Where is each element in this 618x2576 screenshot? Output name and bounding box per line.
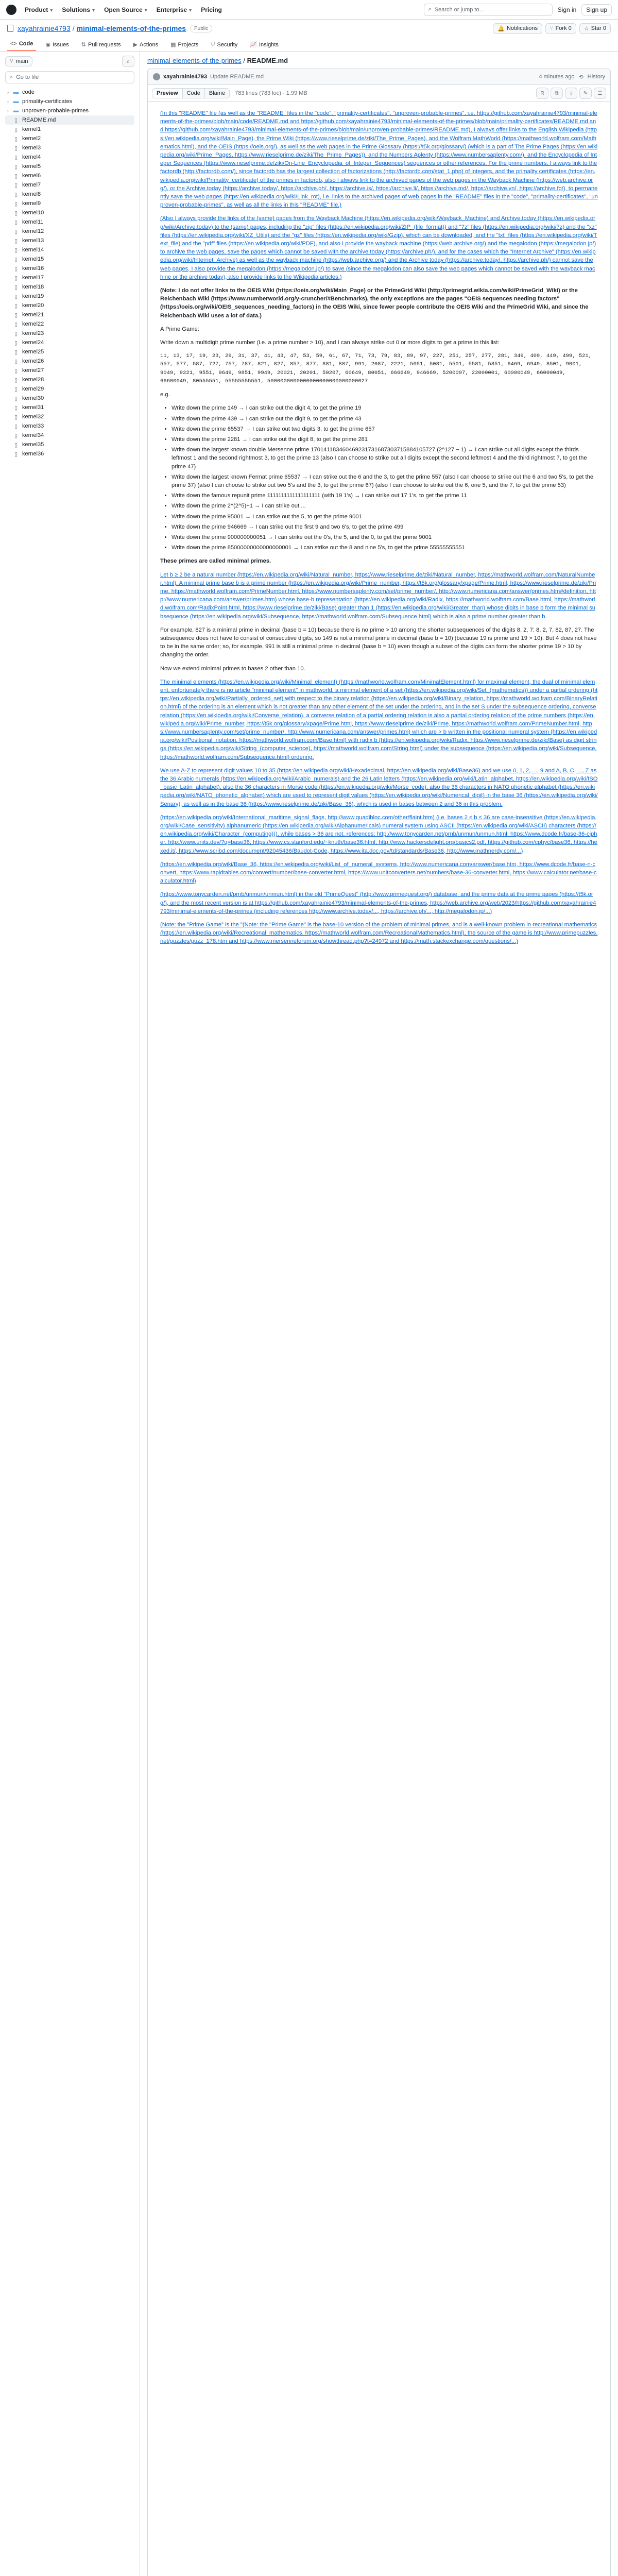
breadcrumb: minimal-elements-of-the-primes / README.md [147, 57, 288, 64]
blame-tab[interactable]: Blame [205, 89, 229, 98]
tree-item-label: README.md [22, 117, 56, 123]
tree-item-label: kernel34 [22, 432, 44, 438]
tree-item-label: kernel22 [22, 321, 44, 327]
readme-bullet-item: • Write down the largest known double Mersenne prime 170141183460469231731687303715884105727 (2^127 − 1) → I can strike out all digits except the thirds leftmost 1 and the second rightmost 3, to get the prime 13 (also I can choose to strike out all digits except the second leftmost 4 and the third rightmost 7, to get the prime 47) [171, 446, 598, 471]
tree-file[interactable] [5, 375, 134, 384]
tree-item-label: kernel15 [22, 256, 44, 262]
avatar[interactable] [153, 73, 160, 80]
file-icon: ▯ [14, 414, 18, 420]
tree-item-label: kernel11 [22, 219, 44, 225]
file-icon: ▯ [14, 432, 18, 439]
file-icon: ▯ [14, 302, 18, 309]
tree-item-label: kernel13 [22, 238, 44, 244]
readme-paragraph [160, 860, 598, 886]
tree-item-label: kernel32 [22, 414, 44, 420]
file-icon: ▯ [14, 395, 18, 402]
readme-bullet-list [160, 404, 598, 552]
sign-in-link[interactable]: Sign in [557, 6, 577, 13]
tree-file[interactable] [5, 190, 134, 199]
tree-file[interactable] [5, 227, 134, 236]
file-icon: ▯ [14, 330, 18, 337]
tree-item-label: kernel23 [22, 330, 44, 336]
tree-file[interactable] [5, 338, 134, 347]
file-icon: ▯ [14, 349, 18, 355]
pull-request-icon: ⇅ [81, 42, 86, 48]
file-icon: ▯ [14, 247, 18, 253]
github-logo-icon[interactable] [6, 5, 16, 15]
tree-folder[interactable] [5, 97, 134, 106]
readme-bullet-item: • Write down the prime 439 → I can strike out the digit 9, to get the prime 43 [171, 415, 598, 423]
file-icon: ▯ [14, 256, 18, 263]
readme-link-text[interactable]: The minimal elements (https://en.wikipedia.org/wiki/Minimal_element) (https://mathworld.wolfram.com/MinimalElement.html) for maximal element, the dual of minimal element, unfortunately there is no article "minimal element" in mathworld, a minimal element of a set (https://en.wikipedia.org/wiki/Set_(mathematics)) under a partial ordering (https://en.wikipedia.org/wiki/Partially_ordered_set) with respect to the binary relation (https://en.wikipedia.org/wiki/Binary_relation, https://mathworld.wolfram.com/BinaryRelation.html) of the ordering is an element which is not greater than any other element of the set under the ordering, and in the set S under the subsequence ordering, converse relation (https://en.wikipedia.org/wiki/Converse_relation), a converse relation of a partial ordering relation is also a partial ordering relation of the prime numbers (https://en.wikipedia.org/wiki/Prime_number, https://t5k.org/glossary/xpage/Prime.html, https://www.rieselprime.de/ziki/Prime, https://mathworld.wolfram.com/PrimeNumber.html, https://www.numbersaplenty.com/set/prime_number/, http://www.numericana.com/answer/primes.htm) which are > b written in the positional numeral system (https://en.wikipedia.org/wiki/Positional_notation, https://mathworld.wolfram.com/Base.html) with radix b (https://en.wikipedia.org/wiki/Radix, https://www.rieselprime.de/ziki/Base) as digit strings (https://en.wikipedia.org/wiki/String_(computer_science), https://mathworld.wolfram.com/String.html) under the subsequence (https://en.wikipedia.org/wiki/Subsequence, https://mathworld.wolfram.com/Subsequence.html) ordering. [160, 679, 598, 760]
readme-paragraph [160, 921, 598, 946]
file-icon: ▯ [14, 386, 18, 393]
tree-file[interactable] [5, 412, 134, 421]
commit-time: 4 minutes ago [539, 74, 575, 80]
readme-bullet-item: • Write down the prime 900000000051 → I can strike out the 0's, the 5, and the 0, to get the prime 9001 [171, 533, 598, 541]
file-icon: ▯ [14, 117, 18, 124]
tree-item-label: kernel31 [22, 404, 44, 411]
go-to-file-input[interactable]: ⌕ Go to file [5, 71, 134, 83]
table-icon: ▦ [170, 42, 176, 48]
tree-file[interactable] [5, 449, 134, 459]
tree-item-label: kernel19 [22, 293, 44, 299]
tree-item-label: kernel21 [22, 312, 44, 318]
minimal-primes-list: 11, 13, 17, 19, 23, 29, 31, 37, 41, 43, 47, 53, 59, 61, 67, 71, 73, 79, 83, 89, 97, 227, 251, 257, 277, 281, 349, 409, 449, 499, 521, 557, 577, 587, 727, 757, 787, 821, 827, 857, 877, 881, 887, 991, 2087, 2221, 5051, 5081, 5501, 5581, 5851, 6469, 6949, 8501, 9001, 9049, 9221, 9551, 9649, 9851, 9949, 20021, 20201, 50207, 60649, 80051, 666649, 946669, 5200007, 22000001, 60000049, 66000049, 66600049, 80555551, 55555555551, 5000000000000000000000000000027 [160, 353, 592, 384]
tree-file[interactable] [5, 282, 134, 292]
readme-bullet-item: • Write down the prime 149 → I can strike out the digit 4, to get the prime 19 [171, 404, 598, 412]
repo-tabs [0, 37, 618, 52]
tree-file[interactable] [5, 152, 134, 162]
notifications-button[interactable]: 🔔 Notifications [493, 23, 542, 34]
file-icon: ▯ [14, 200, 18, 207]
tree-item-label: kernel27 [22, 367, 44, 374]
tab-code[interactable]: <> Code [7, 41, 36, 51]
sign-up-button[interactable]: Sign up [581, 4, 612, 15]
file-icon: ▯ [14, 265, 18, 272]
readme-paragraph [160, 109, 598, 209]
tree-file[interactable] [5, 180, 134, 190]
tree-file[interactable] [5, 366, 134, 375]
list-icon: ☰ [597, 90, 603, 96]
tab-projects[interactable]: ▦ Projects [170, 41, 199, 48]
file-icon: ▯ [14, 442, 18, 448]
tree-item-label: kernel2 [22, 135, 41, 142]
tree-file[interactable] [5, 208, 134, 217]
tree-file[interactable] [5, 245, 134, 255]
raw-icon: R [540, 90, 544, 96]
view-mode-toggle [152, 88, 230, 98]
tree-item-label: kernel10 [22, 210, 44, 216]
tree-file[interactable] [5, 384, 134, 394]
bell-icon: 🔔 [497, 25, 505, 32]
file-icon: ▯ [14, 321, 18, 328]
file-tree [5, 88, 134, 459]
tree-file[interactable] [5, 255, 134, 264]
file-icon: ▯ [14, 210, 18, 216]
readme-bullet-item: • Write down the prime 2^(2^5)+1 → I can strike out ... [171, 502, 598, 510]
repo-name-link[interactable]: minimal-elements-of-the-primes [76, 24, 186, 32]
graph-icon: 📈 [250, 42, 257, 48]
tree-file[interactable] [5, 319, 134, 329]
tree-file[interactable] [5, 264, 134, 273]
search-icon: ⌕ [126, 57, 130, 65]
file-icon: ▯ [14, 145, 18, 151]
star-icon: ☆ [583, 25, 589, 32]
file-icon: ▯ [14, 126, 18, 133]
repo-header: xayahrainie4793 / minimal-elements-of-the-primes Public 🔔 Notifications ⑂ Fork 0 ☆ Star 0 [0, 20, 618, 37]
branch-selector[interactable]: ⑂ main [5, 56, 32, 66]
readme-link-text[interactable]: (Note: the "Prime Game" is the "(Note: the "Prime Game" is the base-10 version of the problem of minimal primes, and is a well-known problem in recreational mathematics (https://en.wikipedia.org/wiki/Recreational_mathematics, https://mathworld.wolfram.com/RecreationalMathematics.html), the source of the game is http://www.primepuzzles.net/puzzles/puzz_178.htm and https://www.mersenneforum.org/showthread.php?t=24972 and https://math.stackexchange.com/questions/...) [160, 922, 598, 945]
tree-item-label: kernel3 [22, 145, 41, 151]
readme-paragraph [160, 814, 598, 855]
tree-item-label: kernel1 [22, 126, 41, 132]
tab-security[interactable]: ⛉ Security [211, 41, 238, 48]
global-search-input[interactable]: ⌕ Search or jump to... [424, 4, 553, 16]
folder-icon: ▬ [13, 89, 19, 95]
copy-icon: ⧉ [555, 90, 559, 96]
file-icon: ▯ [14, 163, 18, 170]
tree-file[interactable] [5, 115, 134, 125]
file-icon: ▯ [14, 367, 18, 374]
search-icon: ⌕ [10, 74, 13, 80]
tab-actions[interactable]: ▶ Actions [133, 41, 159, 48]
file-icon: ▯ [14, 275, 18, 281]
file-icon: ▯ [14, 451, 18, 457]
download-button[interactable] [565, 88, 577, 99]
top-navigation-bar [0, 0, 618, 20]
chevron-right-icon[interactable]: › [7, 99, 9, 104]
readme-link-text[interactable]: (In this "README" file (as well as the "README" files in the "code", "primality-certificates", "unproven-probable-primes", i.e. https://github.com/xayahrainie4793/minimal-elements-of-the-primes/blob/main/code/README.md and https://github.com/xayahrainie4793/minimal-elements-of-the-primes/blob/main/primality-certificates/README.md and https://github.com/xayahrainie4793/minimal-elements-of-the-primes/blob/main/unproven-probable-primes/README.md), I always offer links to the English Wikipedia (https://en.wikipedia.org/wiki/Main_Page), the Prime Wiki (https://www.rieselprime.de/ziki/The_Prime_Pages), and the Wolfram MathWorld (https://mathworld.wolfram.com/Mathematics.html), and the OEIS (https://oeis.org/), as well as the web pages in the Prime Glossary (https://t5k.org/glossary/) (which is a part of The Prime Pages (https://en.wikipedia.org/wiki/Prime_Pages, https://www.rieselprime.de/ziki/The_Prime_Pages)), and the Numbers Aplenty (https://www.numbersaplenty.com/), and the Encyclopedia of Integer Sequences (https://www.rieselprime.de/ziki/On-Line_Encyclopedia_of_Integer_Sequences) sequences or other references. For the prime numbers, I always link to the factordb (http://factordb.com/), since factordb has the largest collection of factorizations (http://factordb.com/stat_1.php) of integers, and the primality certificates (https://en.wikipedia.org/wiki/Primality_certificate) of the primes in factordb, also I always link to the archived pages of the web pages in the Wayback Machine (https://web.archive.org/), or the Archive.today (https://archive.today/, https://archive.ph/, https://archive.is/, https://archive.li/, https://archive.md/, https://archive.vn/, https://archive.fo/), to permanently save the web pages (https://en.wikipedia.org/wiki/Link_rot), i.e. links to the archived pages of web pages in the "README" files in the "code", "primality-certificates", "unproven-probable-primes", as well as all the links in this "README" file.) [160, 110, 598, 209]
tree-file[interactable] [5, 301, 134, 310]
file-icon: ▯ [14, 377, 18, 383]
tree-item-label: kernel29 [22, 386, 44, 392]
file-icon: ▯ [14, 340, 18, 346]
file-toolbar [147, 85, 611, 102]
readme-paragraph [160, 890, 598, 916]
history-link[interactable]: History [587, 74, 605, 80]
chevron-down-icon: ▾ [50, 7, 53, 13]
shield-icon: ⛉ [211, 41, 215, 47]
nav-open-source[interactable]: Open Source ▾ [104, 6, 147, 13]
readme-paragraph: Write down a multidigit prime number (i.e. a prime number > 10), and I can always strike out 0 or more digits to get a prime in this list: [160, 340, 500, 346]
fork-button[interactable]: ⑂ Fork 0 [545, 23, 576, 34]
readme-link-text[interactable]: (https://en.wikipedia.org/wiki/Base_36, https://en.wikipedia.org/wiki/List_of_numeral_systems, http://www.numericana.com/answer/base.htm, https://www.dcode.fr/base-n-convert, https://www.rapidtables.com/convert/number/base-converter.html, https://www.unitconverters.net/numbers/base-36-converter.html, https://www.calculator.net/base-calculator.html) [160, 861, 597, 885]
file-icon: ▯ [14, 238, 18, 244]
nav-product[interactable]: Product ▾ [25, 6, 53, 13]
download-icon: ⤓ [570, 90, 573, 96]
tree-file[interactable] [5, 199, 134, 208]
tree-item-label: kernel16 [22, 265, 44, 272]
tree-item-label: kernel5 [22, 163, 41, 170]
tree-file[interactable] [5, 403, 134, 412]
branch-icon: ⑂ [10, 58, 13, 64]
commit-author[interactable]: xayahrainie4793 [163, 74, 208, 80]
chevron-right-icon[interactable]: › [7, 90, 9, 95]
tree-file[interactable] [5, 143, 134, 152]
file-size-info: 783 lines (783 loc) · 1.99 MB [235, 90, 307, 96]
file-icon: ▯ [14, 423, 18, 430]
tree-file[interactable] [5, 347, 134, 357]
repo-owner-link[interactable]: xayahrainie4793 [18, 24, 71, 32]
fork-icon: ⑂ [550, 25, 554, 31]
file-icon: ▯ [14, 191, 18, 198]
file-icon: ▯ [14, 219, 18, 226]
file-icon: ▯ [14, 173, 18, 179]
readme-link-text[interactable]: (Also I always provide the links of the (same) pages from the Wayback Machine (https://en.wikipedia.org/wiki/Wayback_Machine) and Archive.today (https://en.wikipedia.org/wiki/Archive.today) to the (same) pages, including the "zip" files (https://en.wikipedia.org/wiki/ZIP_(file_format)) and "7z" files (https://en.wikipedia.org/wiki/7z) and the "xz" files (https://en.wikipedia.org/wiki/XZ_Utils) and the "gz" files (https://en.wikipedia.org/wiki/Gzip), which can be downloaded, and the "txt" files (https://en.wikipedia.org/wiki/Text_file) and the "pdf" files (https://en.wikipedia.org/wiki/PDF), and also I provide the wayback machine (https://web.archive.org/) and the megalodon (https://megalodon.jp/) to archive the web pages, save the pages which cannot be saved with the archive today (https://archive.ph/), and for the cases which the "Internet Archive" (https://en.wikipedia.org/wiki/Internet_Archive) as well as the wayback machine (https://web.archive.org/) and the Archive today (https://archive.today/, https://archive.ph/) cannot save the web pages, I also provide the megalodon (https://megalodon.jp/) to save (since the megalodon can also save the web pages which cannot be saved with the wayback machine or the archive today), also I provide links to the Wikipedia articles.) [160, 215, 597, 280]
readme-paragraph [160, 214, 598, 281]
readme-eg: e.g. [160, 392, 170, 398]
chevron-down-icon: ▾ [92, 7, 95, 13]
chevron-down-icon: ▾ [144, 7, 147, 13]
preview-tab[interactable]: Preview [152, 89, 183, 98]
readme-paragraph [160, 678, 598, 761]
tree-file[interactable] [5, 394, 134, 403]
code-icon: <> [10, 41, 17, 47]
tree-item-label: kernel24 [22, 340, 44, 346]
commit-message[interactable]: Update README.md [210, 74, 264, 80]
nav-solutions[interactable]: Solutions ▾ [62, 6, 95, 13]
readme-link-text[interactable]: (https://www.tonycarden.net/prnb/unmun/unmun.html) in the old "PrimeQuest" (http://www.primequest.org/) database, and the prime data at the prime pages (https://t5k.org/), and the most recent version is at https://github.com/xayahrainie4793/minimal-elements-of-the-primes, https://web.archive.org/web/2023/https://github.com/xayahrainie4793/minimal-elements-of-the-primes (including references http://www.archive.today/..., https://archive.ph/..., http://megalodon.jp/...) [160, 891, 596, 914]
tree-item-label: kernel4 [22, 154, 41, 160]
tree-item-label: kernel26 [22, 358, 44, 364]
tree-item-label: kernel35 [22, 442, 44, 448]
readme-paragraph [160, 767, 598, 808]
tree-file[interactable] [5, 440, 134, 449]
breadcrumb-current-file: README.md [247, 57, 288, 64]
readme-bullet-item: • Write down the prime 946669 → I can strike out the first 9 and two 6's, to get the prime 499 [171, 523, 598, 531]
star-button[interactable]: ☆ Star 0 [579, 23, 611, 34]
tree-item-label: kernel12 [22, 228, 44, 234]
readme-link-text[interactable]: Let b ≥ 2 be a natural number (https://en.wikipedia.org/wiki/Natural_number, https://www.rieselprime.de/ziki/Natural_number, https://mathworld.wolfram.com/NaturalNumber.html). A minimal prime base b is a prime number (https://en.wikipedia.org/wiki/Prime_number, https://t5k.org/glossary/xpage/Prime.html, https://www.rieselprime.de/ziki/Prime, https://mathworld.wolfram.com/PrimeNumber.html, https://www.numbersaplenty.com/set/prime_number/, http://www.numericana.com/answer/primes.htm#definition, http://www.numericana.com/answer/primes.htm) whose base-b representation (https://en.wikipedia.org/wiki/Radix, https://mathworld.wolfram.com/Base.html, https://mathworld.wolfram.com/RadixPoint.html, https://www.rieselprime.de/ziki/Base) greater than 1 (https://en.wikipedia.org/wiki/Greater_than) whose digits in base b form the minimal subsequence (https://en.wikipedia.org/wiki/Subsequence, https://mathworld.wolfram.com/Subsequence.html) which is also a prime number greater than b. [160, 571, 596, 620]
latest-commit-bar [147, 69, 611, 85]
chevron-right-icon[interactable]: › [7, 108, 9, 113]
outline-button[interactable] [594, 88, 606, 99]
pencil-icon: ✎ [583, 90, 588, 96]
repo-icon [7, 25, 13, 32]
readme-paragraph: Now we extend minimal primes to bases 2 other than 10. [160, 665, 305, 672]
file-icon: ▯ [14, 284, 18, 291]
tree-item-label: kernel17 [22, 275, 44, 281]
tree-folder[interactable] [5, 88, 134, 97]
tree-item-label: kernel14 [22, 247, 44, 253]
tab-pull-requests[interactable]: ⇅ Pull requests [81, 41, 121, 48]
tree-file[interactable] [5, 134, 134, 143]
tree-file[interactable] [5, 329, 134, 338]
tree-file[interactable] [5, 273, 134, 282]
raw-button[interactable] [536, 88, 548, 99]
file-icon: ▯ [14, 154, 18, 161]
nav-pricing[interactable]: Pricing [201, 6, 222, 13]
tree-file[interactable] [5, 236, 134, 245]
breadcrumb-repo-link[interactable]: minimal-elements-of-the-primes [147, 57, 242, 64]
tree-item-label: kernel20 [22, 302, 44, 309]
readme-heading: A Prime Game: [160, 326, 199, 332]
readme-link-text[interactable]: (https://en.wikipedia.org/wiki/International_maritime_signal_flags, http://www.quadibloc.com/other/flaint.htm) (i.e. bases 2 ≤ b ≤ 36 are case-insensitive (https://en.wikipedia.org/wiki/Case_sensitivity) alphanumeric (https://en.wikipedia.org/wiki/Alphanumericals) numeral system using ASCII (https://en.wikipedia.org/wiki/ASCII) characters (https://en.wikipedia.org/wiki/Character_(computing))), while bases > 36 are not, references: http://www.tonycarden.net/prnb/unmun/unmun.html, https://www.dcode.fr/base-36-cipher, http://www.units.dev/?q=base36, https://www.cs.stanford.edu/~knuth/base36.html, http://www.hackersdelight.org/basics2.pdf, https://github.com/cphyc/base36, https://hexed.it/, https://www.scribd.com/document/92045436/Baudot-Code, https://www.ita.doc.gov/td/standards/Base36, http://www.mathnerdy.com/...) [160, 814, 597, 854]
chevron-down-icon: ▾ [189, 7, 192, 13]
tree-file[interactable] [5, 125, 134, 134]
folder-icon: ▬ [13, 108, 19, 114]
file-icon: ▯ [14, 228, 18, 235]
folder-icon: ▬ [13, 98, 19, 105]
file-icon: ▯ [14, 135, 18, 142]
tree-item-label: kernel28 [22, 377, 44, 383]
tree-file[interactable] [5, 431, 134, 440]
tree-file[interactable] [5, 217, 134, 227]
readme-bullet-item: • Write down the prime 2281 → I can strike out the digit 8, to get the prime 281 [171, 435, 598, 444]
tree-item-label: kernel8 [22, 191, 41, 197]
repo-actions [490, 23, 611, 34]
tree-file[interactable] [5, 310, 134, 319]
play-icon: ▶ [133, 42, 138, 48]
tree-item-label: unproven-probable-primes [22, 108, 89, 114]
readme-content [147, 102, 611, 2576]
tree-item-label: kernel33 [22, 423, 44, 429]
tree-item-label: kernel6 [22, 173, 41, 179]
tree-item-label: kernel7 [22, 182, 41, 188]
tree-folder[interactable] [5, 106, 134, 115]
tab-issues[interactable]: ◉ Issues [45, 41, 69, 48]
tree-item-label: kernel18 [22, 284, 44, 290]
readme-paragraph: For example, 827 is a minimal prime in decimal (base b = 10) because there is no prime > 10 among the shorter subsequences of the digits 8, 2, 7: 8, 2, 7, 82, 87, 27. The subsequence does not have to consist of consecutive digits, so 149 is not a minimal prime in decimal (base b = 10) (because 19 is prime and 19 > 10). But 4 does not have to be in the same order; so, for example, 991 is still a minimal prime in decimal (base b = 10) even though a subset of the digits can form the shorter prime 19 > 10 by changing the order. [160, 626, 597, 658]
tree-item-label: primality-certificates [22, 98, 73, 105]
tree-file[interactable] [5, 421, 134, 431]
tree-file[interactable] [5, 292, 134, 301]
nav-enterprise[interactable]: Enterprise ▾ [156, 6, 192, 13]
edit-button[interactable] [579, 88, 592, 99]
readme-bullet-item: • Write down the prime 85000000000000000001 → I can strike out the 8 and nine 5's, to get the prime 55555555551 [171, 544, 598, 552]
readme-paragraph: These primes are called minimal primes. [160, 558, 271, 565]
search-icon: ⌕ [428, 6, 432, 12]
tree-item-label: kernel36 [22, 451, 44, 457]
file-icon: ▯ [14, 312, 18, 318]
file-icon: ▯ [14, 404, 18, 411]
code-tab[interactable]: Code [183, 89, 205, 98]
tree-file[interactable] [5, 162, 134, 171]
tree-item-label: kernel25 [22, 349, 44, 355]
copy-button[interactable] [551, 88, 563, 99]
readme-bullet-item: • Write down the prime 65537 → I can strike out two digits 3, to get the prime 657 [171, 425, 598, 433]
file-icon: ▯ [14, 358, 18, 365]
tree-file[interactable] [5, 357, 134, 366]
readme-paragraph [160, 571, 598, 621]
history-icon: ⟲ [578, 74, 583, 80]
issue-icon: ◉ [45, 42, 50, 48]
file-icon: ▯ [14, 182, 18, 189]
readme-bullet-item: • Write down the prime 95001 → I can strike out the 5, to get the prime 9001 [171, 513, 598, 521]
readme-bullet-item: • Write down the famous repunit prime 1111111111111111111 (with 19 1's) → I can strike out 17 1's, to get the prime 11 [171, 492, 598, 500]
readme-bullet-item: • Write down the largest known Fermat prime 65537 → I can strike out the 6 and the 3, to get the prime 557 (also I can choose to strike out the 6 and two 5's, to get the prime 37) (also I can choose to strike out two 5's and the 3, to get the prime 67) (also I can choose to strike out the 6, one 5, and the 7, to get the prime 53) [171, 473, 598, 489]
readme-note: (Note: I do not offer links to the OEIS Wiki (https://oeis.org/wiki/Main_Page) or the PrimeGrid Wiki (http://primegrid.wikia.com/wiki/PrimeGrid_Wiki) or the Reichenbach Wiki (https://www.numberworld.org/y-cruncher/#Benchmarks), the only exceptions are the pages "OEIS sequences needing factors" (https://oeis.org/wiki/OEIS_sequences_needing_factors) in the OEIS Wiki, since fewer people contribute the OEIS Wiki and the PrimeGrid Wiki, and since the Reichenbach Wiki uses a lot of data.) [160, 287, 589, 319]
visibility-badge: Public [190, 25, 212, 32]
tab-insights[interactable]: 📈 Insights [250, 41, 279, 48]
tree-item-label: kernel30 [22, 395, 44, 401]
tree-item-label: code [22, 89, 35, 95]
file-icon: ▯ [14, 293, 18, 300]
readme-link-text[interactable]: We use A-Z to represent digit values 10 to 35 (https://en.wikipedia.org/wiki/Hexadecimal, https://en.wikipedia.org/wiki/Base36) and we use 0, 1, 2, ..., 9 and A, B, C, ..., Z as the 36 Arabic numerals (https://en.wikipedia.org/wiki/Arabic_numerals) and the 26 Latin letters (https://en.wikipedia.org/wiki/Latin_alphabet, https://en.wikipedia.org/wiki/ISO_basic_Latin_alphabet), also the 36 characters in Morse code (https://en.wikipedia.org/wiki/Morse_code), also the 36 characters in NATO phonetic alphabet (https://en.wikipedia.org/wiki/NATO_phonetic_alphabet) which are used to represent digit values (https://en.wikipedia.org/wiki/Numerical_digit) in the base 36 (https://en.wikipedia.org/wiki/Senary), as well as in the base 36 (https://www.rieselprime.de/ziki/Base_36), which is used in bases between 2 and 36 in this problem. [160, 767, 598, 807]
file-tree-sidebar [0, 52, 140, 2576]
tree-file[interactable] [5, 171, 134, 180]
search-files-button[interactable] [122, 56, 134, 67]
tree-item-label: kernel9 [22, 200, 41, 207]
file-view [140, 52, 618, 2576]
